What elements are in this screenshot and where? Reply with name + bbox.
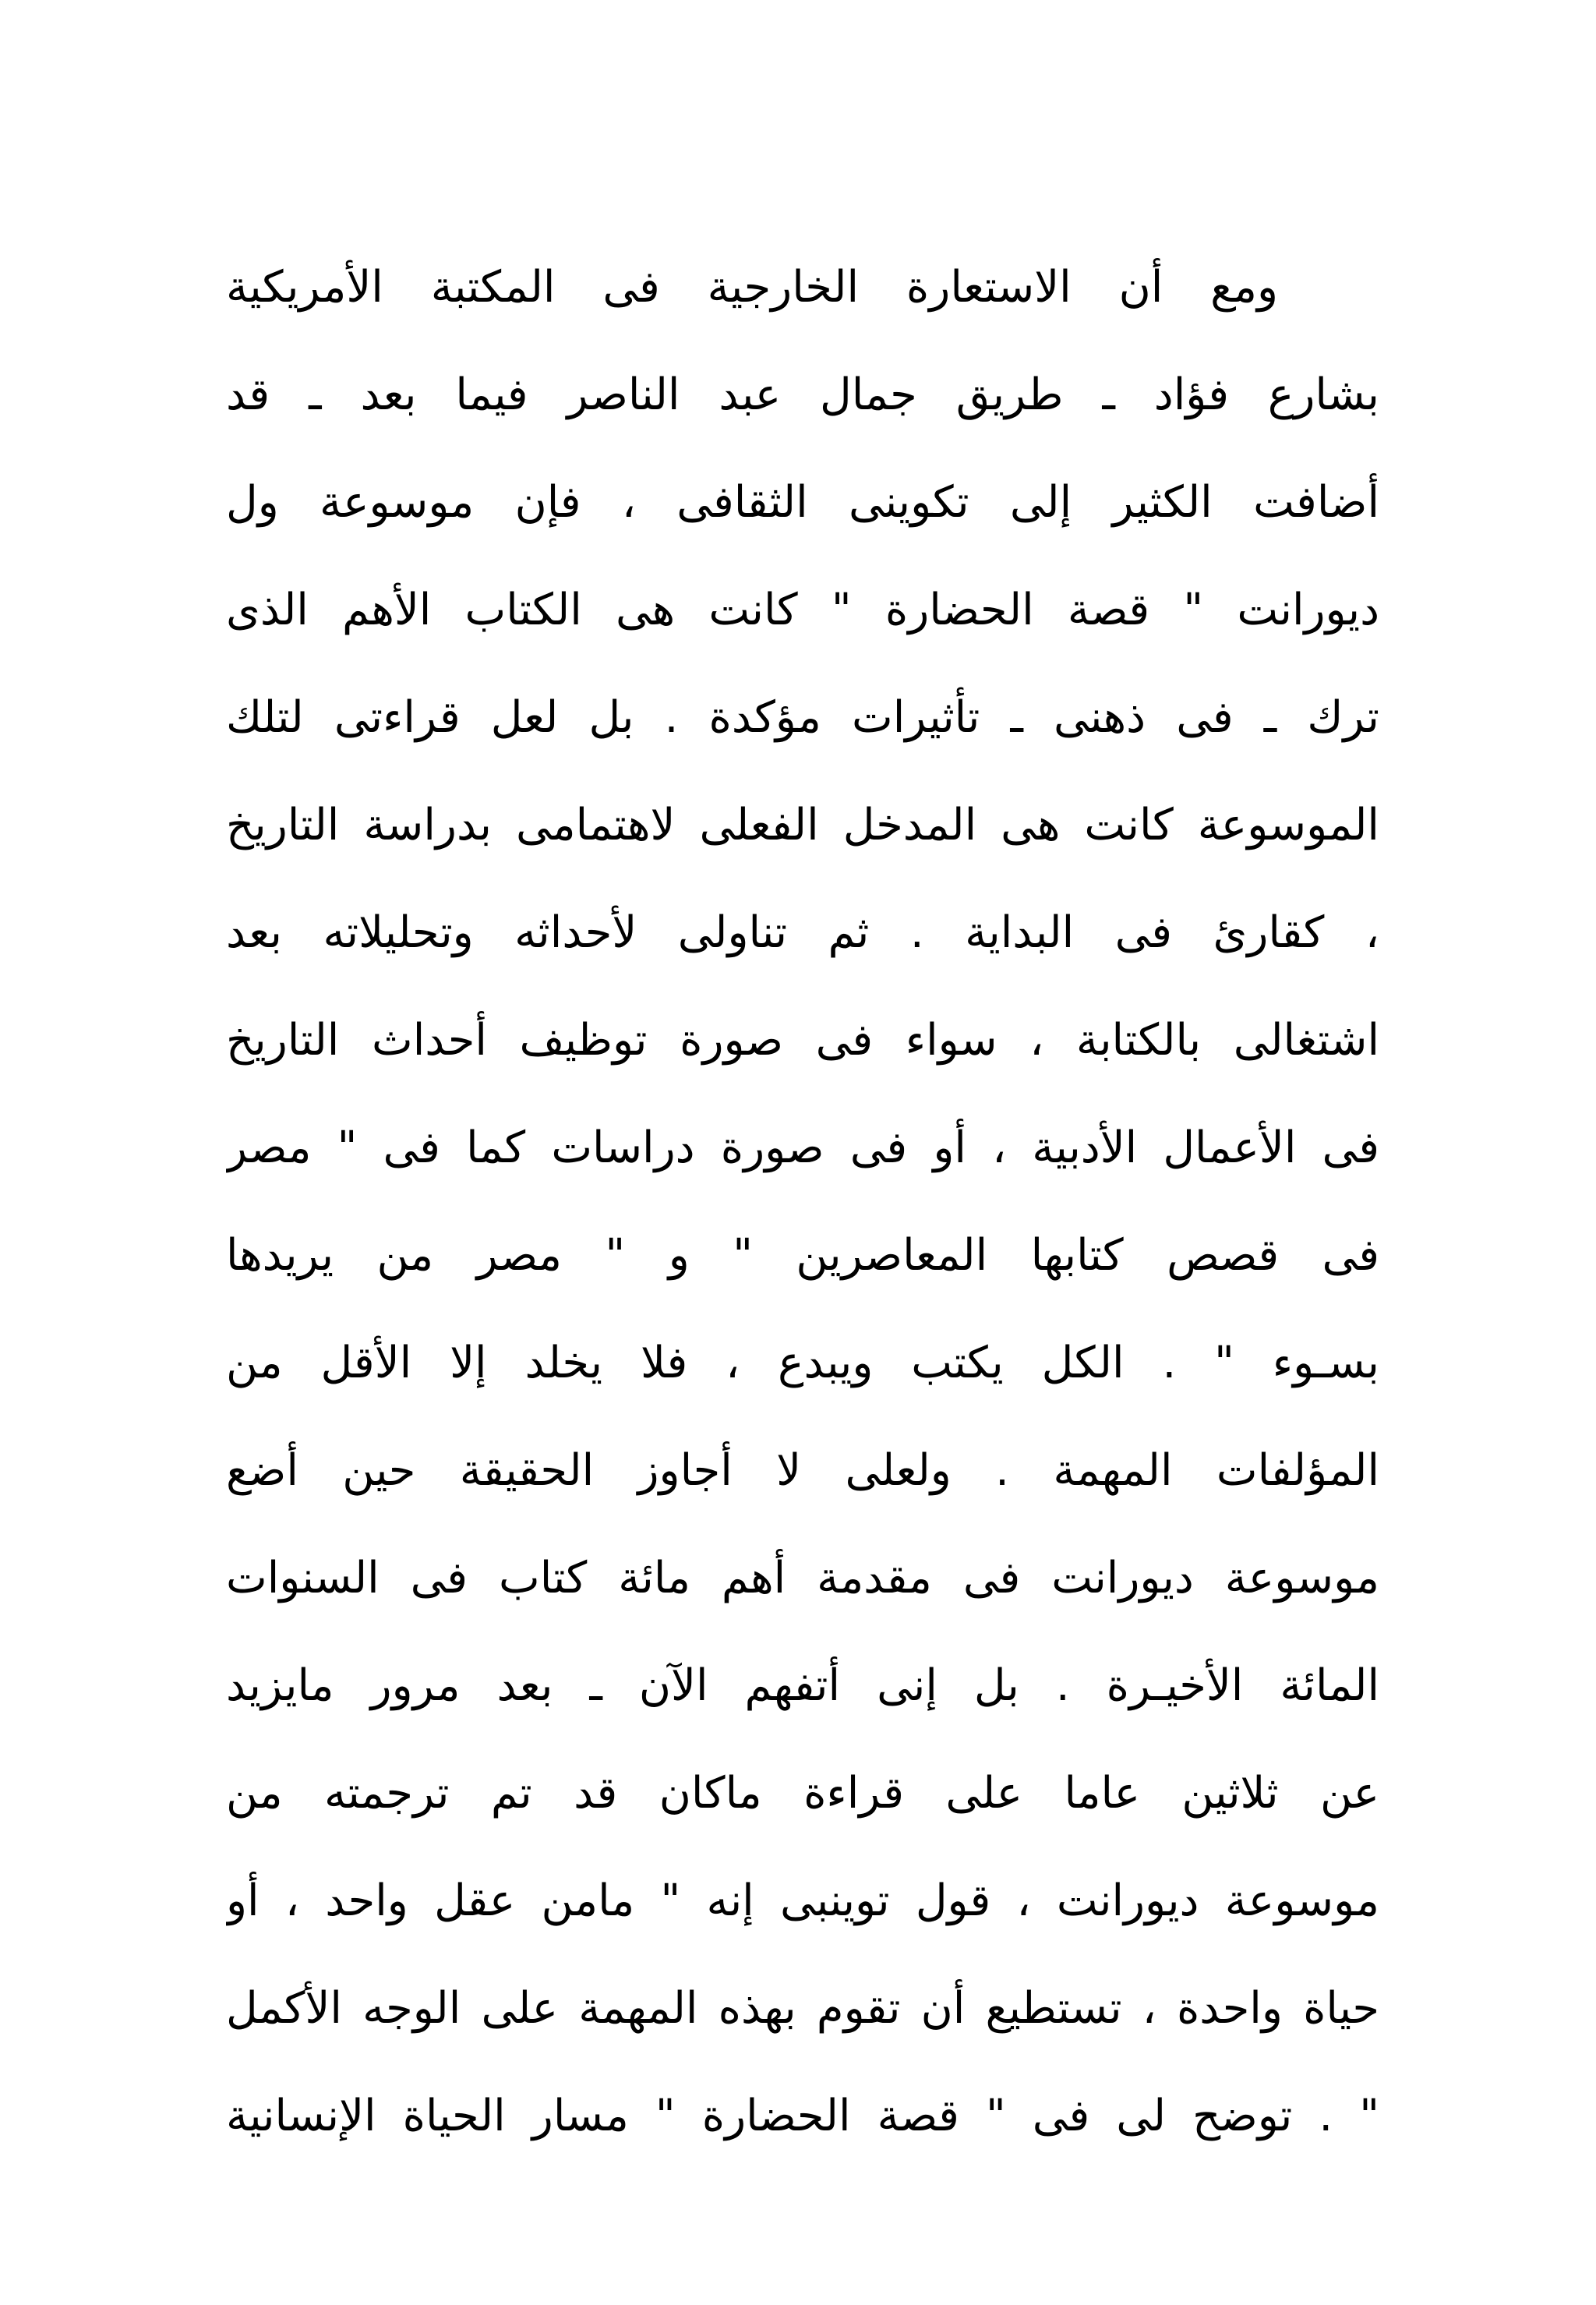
paragraph-line-14: المائة الأخيـرة . بل إنى أتفهم الآن ـ بعد مرور مايزيد: [226, 1660, 1379, 1711]
paragraph-line-16: موسوعة ديورانت ، قول توينبى إنه " مامن عقل واحد ، أو: [226, 1875, 1379, 1926]
paragraph-line-5: ترك ـ فى ذهنى ـ تأثيرات مؤكدة . بل لعل قراءتى لتلك: [226, 692, 1379, 743]
paragraph-line-17: حياة واحدة ، تستطيع أن تقوم بهذه المهمة على الوجه الأكمل: [226, 1983, 1379, 2034]
paragraph-line-15: عن ثلاثين عاما على قراءة ماكان قد تم ترجمته من: [226, 1768, 1379, 1819]
paragraph-line-8: اشتغالى بالكتابة ، سواء فى صورة توظيف أحداث التاريخ: [226, 1015, 1379, 1066]
paragraph-line-6: الموسوعة كانت هى المدخل الفعلى لاهتمامى بدراسة التاريخ: [226, 800, 1379, 850]
paragraph-line-11: بسـوء " . الكل يكتب ويبدع ، فلا يخلد إلا الأقل من: [226, 1338, 1379, 1388]
paragraph-line-9: فى الأعمال الأدبية ، أو فى صورة دراسات كما فى " مصر: [226, 1122, 1379, 1173]
paragraph-line-13: موسوعة ديورانت فى مقدمة أهم مائة كتاب فى السنوات: [226, 1553, 1379, 1603]
paragraph-line-1: ومع أن الاستعارة الخارجية فى المكتبة الأمريكية: [226, 262, 1278, 313]
paragraph-line-2: بشارع فؤاد ـ طريق جمال عبد الناصر فيما بعد ـ قد: [226, 369, 1379, 420]
paragraph-line-18: " . توضح لى فى " قصة الحضارة " مسار الحياة الإنسانية: [226, 2091, 1379, 2141]
paragraph-line-7: ، كقارئ فى البداية . ثم تناولى لأحداثه وتحليلاته بعد: [226, 907, 1379, 958]
body-paragraph: [226, 234, 1379, 2170]
paragraph-line-3: أضافت الكثير إلى تكوينى الثقافى ، فإن موسوعة ول: [226, 477, 1379, 528]
paragraph-line-4: ديورانت " قصة الحضارة " كانت هى الكتاب الأهم الذى: [226, 585, 1379, 635]
paragraph-line-10: فى قصص كتابها المعاصرين " و " مصر من يريدها: [226, 1230, 1379, 1281]
paragraph-line-12: المؤلفات المهمة . ولعلى لا أجاوز الحقيقة حين أضع: [226, 1445, 1379, 1496]
